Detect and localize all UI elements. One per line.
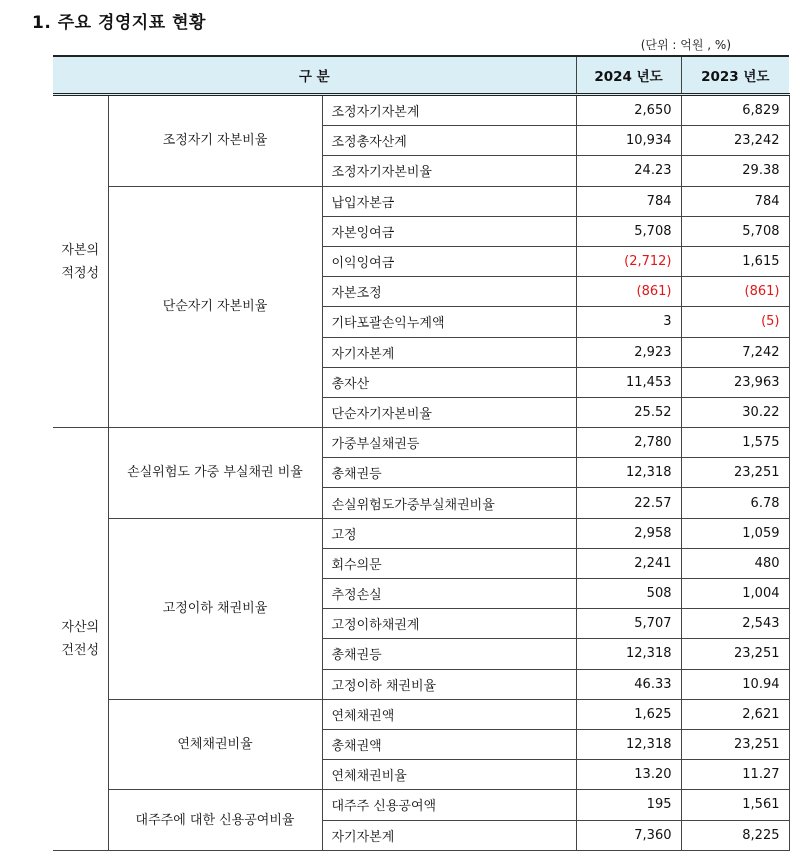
item-label: 조정자기자본계 <box>322 95 576 126</box>
header-row <box>53 56 789 95</box>
item-label: 회수의문 <box>322 548 576 578</box>
item-label: 손실위험도가중부실채권비율 <box>322 488 576 518</box>
item-label: 조정자기자본비율 <box>322 156 576 186</box>
value-2024: 2,958 <box>576 518 681 548</box>
header-2023: 2023 년도 <box>681 56 789 95</box>
table-body <box>53 95 789 851</box>
value-2024: 10,934 <box>576 126 681 156</box>
item-label: 고정 <box>322 518 576 548</box>
value-2023: 7,242 <box>681 337 789 367</box>
value-2024: 12,318 <box>576 729 681 759</box>
value-2023: 2,543 <box>681 609 789 639</box>
item-label: 대주주 신용공여액 <box>322 790 576 820</box>
value-2024: 46.33 <box>576 669 681 699</box>
value-2023: 11.27 <box>681 760 789 790</box>
item-label: 납입자본금 <box>322 186 576 216</box>
item-label: 단순자기자본비율 <box>322 397 576 427</box>
value-2024: 1,625 <box>576 699 681 729</box>
item-label: 총채권등 <box>322 458 576 488</box>
item-label: 조정총자산계 <box>322 126 576 156</box>
header-category: 구 분 <box>53 56 576 95</box>
value-2024: 12,318 <box>576 639 681 669</box>
item-label: 총자산 <box>322 367 576 397</box>
indicator-table <box>53 55 790 851</box>
value-2023: 30.22 <box>681 397 789 427</box>
item-label: 자본조정 <box>322 277 576 307</box>
subcategory-label: 손실위험도 가중 부실채권 비율 <box>108 428 322 519</box>
value-2023: 23,251 <box>681 639 789 669</box>
value-2024: 7,360 <box>576 820 681 850</box>
category-label: 자본의 적정성 <box>53 95 108 428</box>
value-2024: 784 <box>576 186 681 216</box>
item-label: 연체채권비율 <box>322 760 576 790</box>
value-2023: 23,251 <box>681 729 789 759</box>
value-2023: 1,004 <box>681 579 789 609</box>
value-2024: (861) <box>576 277 681 307</box>
item-label: 자본잉여금 <box>322 216 576 246</box>
subcategory-label: 연체채권비율 <box>108 699 322 790</box>
value-2024: 2,650 <box>576 95 681 126</box>
value-2024: 508 <box>576 579 681 609</box>
subcategory-label: 대주주에 대한 신용공여비율 <box>108 790 322 850</box>
item-label: 고정이하채권계 <box>322 609 576 639</box>
value-2023: 480 <box>681 548 789 578</box>
value-2023: 1,615 <box>681 246 789 276</box>
value-2024: 22.57 <box>576 488 681 518</box>
item-label: 총채권등 <box>322 639 576 669</box>
value-2023: 1,561 <box>681 790 789 820</box>
value-2023: 10.94 <box>681 669 789 699</box>
unit-note: (단위 : 억원 , %) <box>640 38 731 52</box>
subcategory-label: 조정자기 자본비율 <box>108 95 322 187</box>
value-2023: 5,708 <box>681 216 789 246</box>
value-2024: 3 <box>576 307 681 337</box>
table-row <box>53 186 789 216</box>
value-2023: (5) <box>681 307 789 337</box>
item-label: 이익잉여금 <box>322 246 576 276</box>
value-2024: 2,241 <box>576 548 681 578</box>
item-label: 고정이하 채권비율 <box>322 669 576 699</box>
value-2024: 24.23 <box>576 156 681 186</box>
value-2023: 8,225 <box>681 820 789 850</box>
value-2024: 12,318 <box>576 458 681 488</box>
value-2023: 784 <box>681 186 789 216</box>
item-label: 연체채권액 <box>322 699 576 729</box>
item-label: 자기자본계 <box>322 337 576 367</box>
value-2023: 23,251 <box>681 458 789 488</box>
value-2024: 2,780 <box>576 428 681 458</box>
value-2023: 23,963 <box>681 367 789 397</box>
value-2023: 6.78 <box>681 488 789 518</box>
item-label: 추정손실 <box>322 579 576 609</box>
item-label: 자기자본계 <box>322 820 576 850</box>
category-label: 자산의 건전성 <box>53 428 108 851</box>
header-2024: 2024 년도 <box>576 56 681 95</box>
value-2024: 11,453 <box>576 367 681 397</box>
value-2024: 25.52 <box>576 397 681 427</box>
value-2023: 1,059 <box>681 518 789 548</box>
value-2023: 1,575 <box>681 428 789 458</box>
value-2024: (2,712) <box>576 246 681 276</box>
table-row <box>53 428 789 458</box>
value-2023: 23,242 <box>681 126 789 156</box>
value-2024: 13.20 <box>576 760 681 790</box>
subcategory-label: 단순자기 자본비율 <box>108 186 322 428</box>
table-row <box>53 699 789 729</box>
item-label: 기타포괄손익누계액 <box>322 307 576 337</box>
value-2024: 5,707 <box>576 609 681 639</box>
value-2023: 2,621 <box>681 699 789 729</box>
value-2023: (861) <box>681 277 789 307</box>
table-row <box>53 790 789 820</box>
table-row <box>53 95 789 126</box>
item-label: 가중부실채권등 <box>322 428 576 458</box>
item-label: 총채권액 <box>322 729 576 759</box>
value-2024: 5,708 <box>576 216 681 246</box>
value-2024: 195 <box>576 790 681 820</box>
value-2023: 6,829 <box>681 95 789 126</box>
value-2023: 29.38 <box>681 156 789 186</box>
table-row <box>53 518 789 548</box>
value-2024: 2,923 <box>576 337 681 367</box>
subcategory-label: 고정이하 채권비율 <box>108 518 322 699</box>
page-title: 1. 주요 경영지표 현황 <box>32 13 206 33</box>
